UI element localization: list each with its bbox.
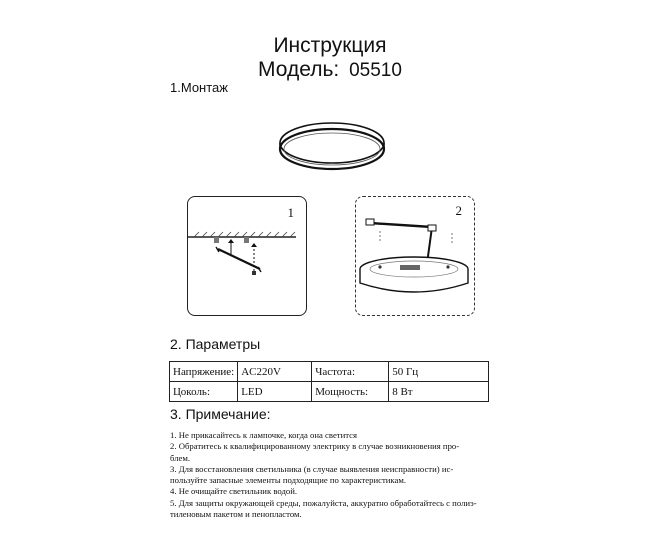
step-number-1: 1 (287, 205, 294, 220)
table-cell: Напряжение: (170, 362, 238, 382)
table-row (170, 362, 489, 382)
notes-list (170, 430, 500, 520)
note-line: тиленовым пакетом и пенопластом. (170, 509, 302, 520)
section-heading-notes: 3. Примечание: (170, 406, 271, 422)
note-line: 5. Для защиты окружающей среды, пожалуйста, аккуратно обработайтесь с полиэ- (170, 497, 477, 508)
table-cell: Частота: (312, 362, 389, 382)
document-title: Инструкция (273, 34, 387, 57)
model-code: 05510 (349, 60, 402, 81)
section-heading-installation: 1.Монтаж (170, 80, 228, 95)
section-heading-parameters: 2. Параметры (170, 336, 261, 352)
model-label: Модель: (258, 58, 340, 81)
installation-step-2-panel (355, 196, 475, 316)
note-line: 4. Не очищайте светильник водой. (170, 486, 298, 497)
parameters-table (169, 361, 489, 402)
table-row (170, 382, 489, 402)
step-number-2: 2 (455, 203, 462, 218)
note-line: блем. (170, 452, 191, 463)
note-line: 3. Для восстановления светильника (в случае выявления неисправности) ис- (170, 463, 454, 474)
table-cell: AC220V (238, 362, 312, 382)
ceiling-lamp-illustration (276, 118, 388, 176)
note-line: 2. Обратитесь к квалифицированному электрику в случае возникновения про- (170, 441, 460, 452)
installation-step-1-panel (187, 196, 307, 316)
note-line: пользуйте запасные элементы подходящие по характеристикам. (170, 475, 407, 486)
table-cell: 50 Гц (389, 362, 489, 382)
table-cell: Цоколь: (170, 382, 238, 402)
table-cell: Мощность: (312, 382, 389, 402)
table-cell: 8 Вт (389, 382, 489, 402)
table-cell: LED (238, 382, 312, 402)
note-line: 1. Не прикасайтесь к лампочке, когда она светится (170, 430, 358, 440)
model-line (0, 58, 660, 82)
